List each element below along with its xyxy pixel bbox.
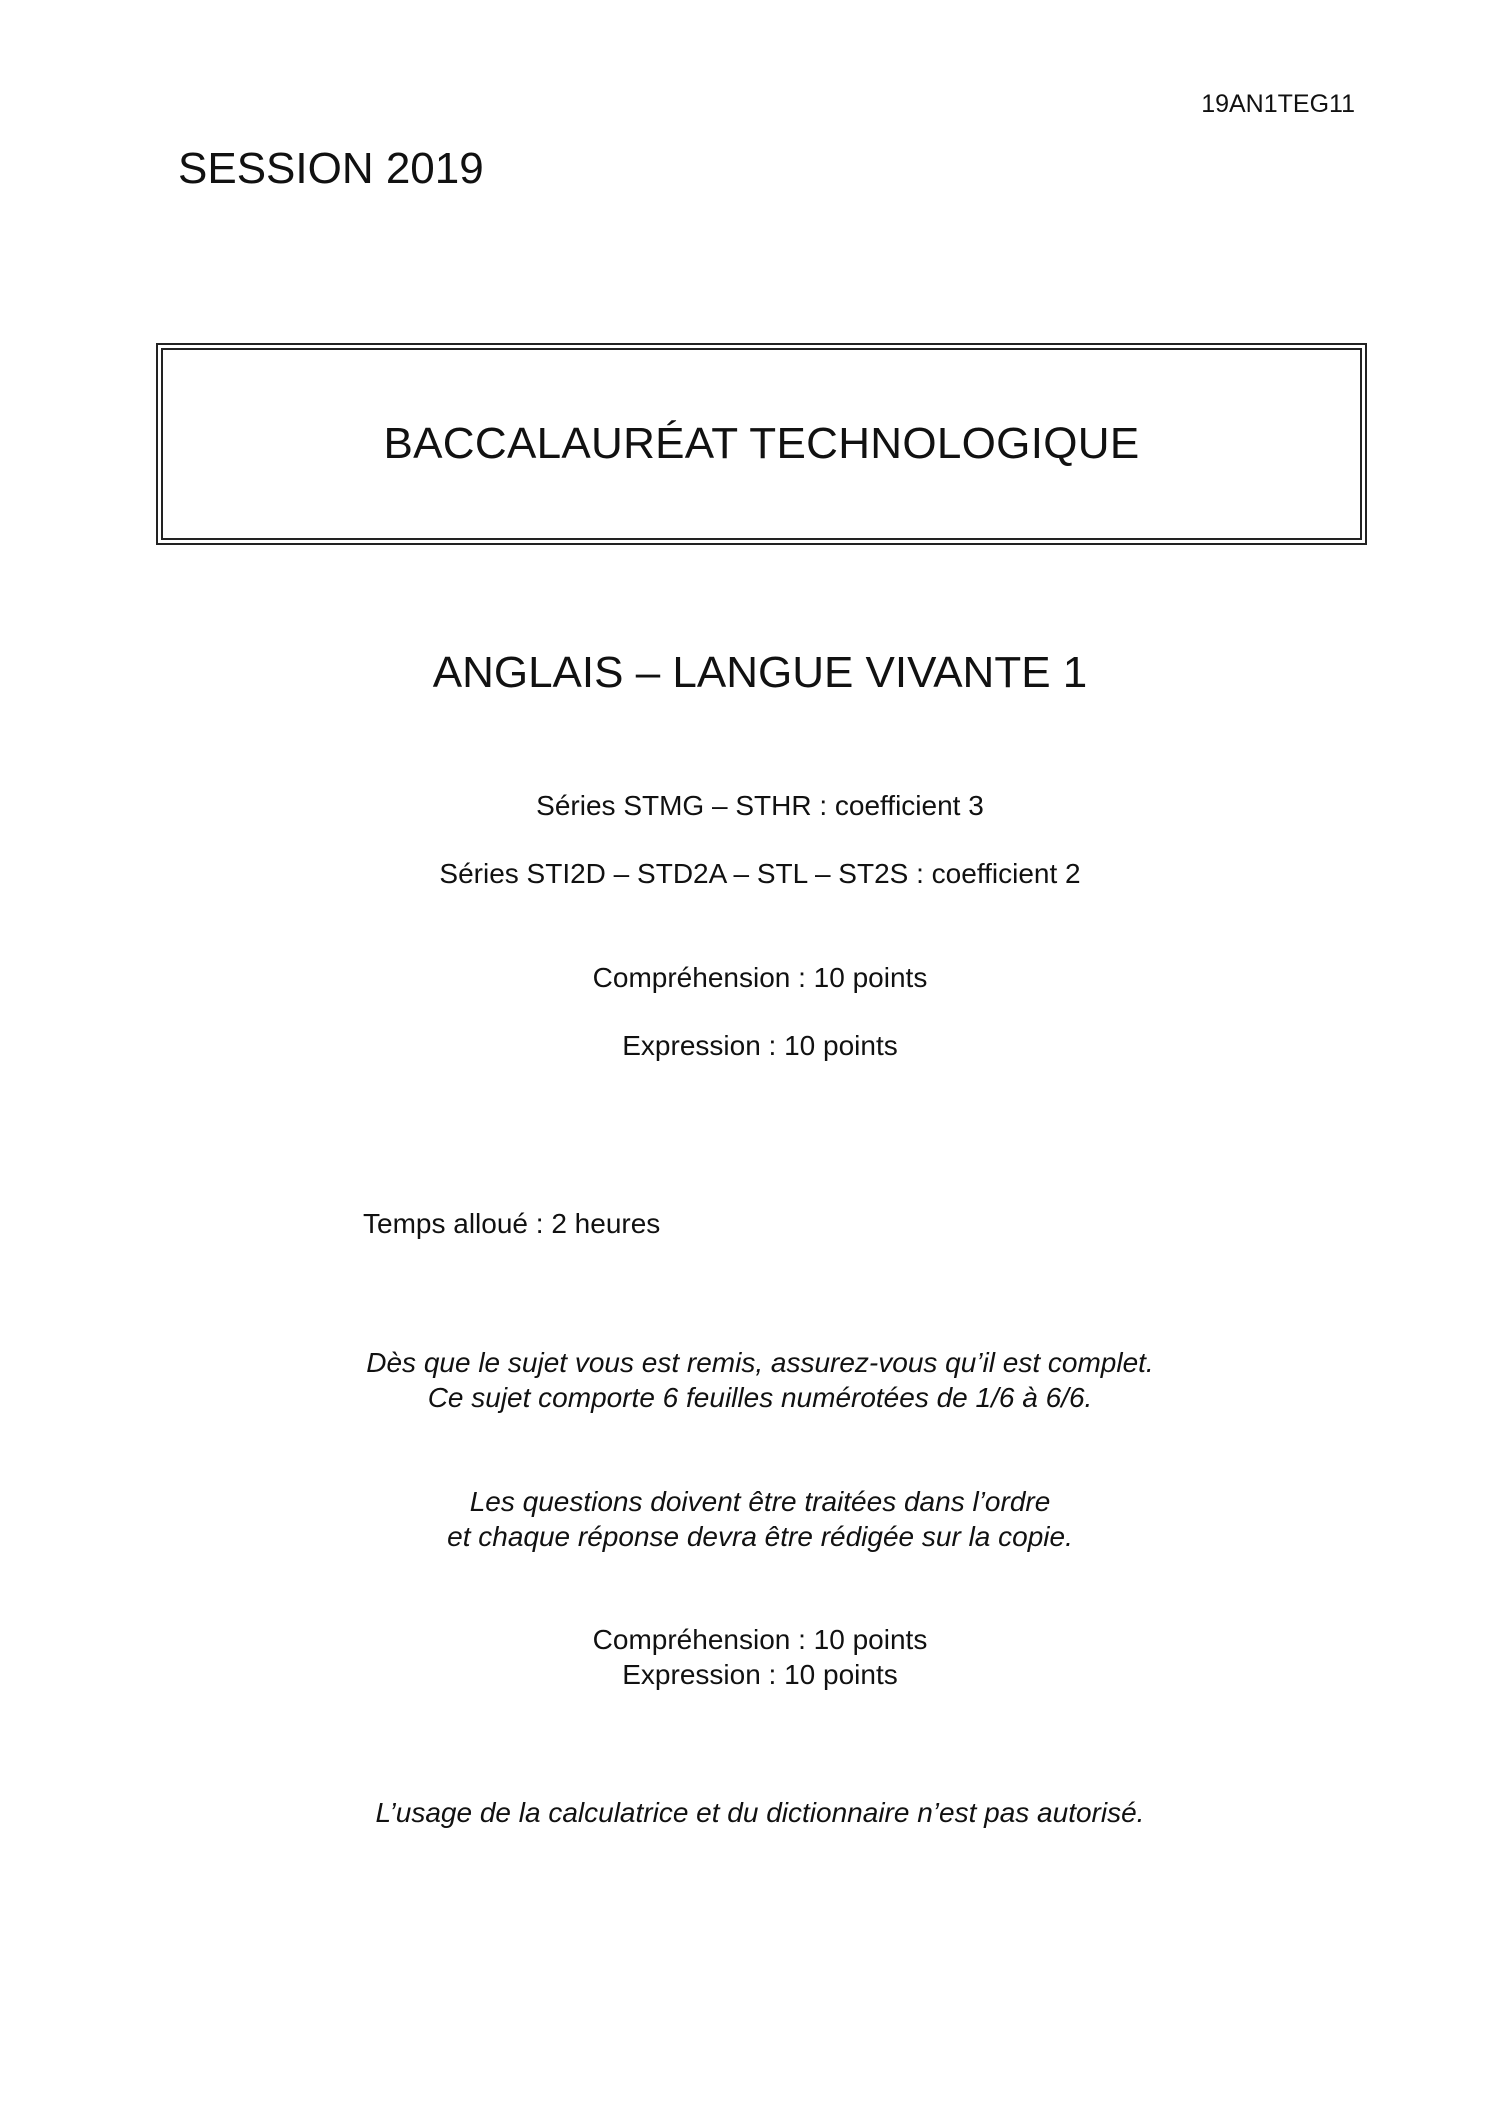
instruction-completeness: [0, 1345, 1500, 1415]
instruction-order: [0, 1484, 1500, 1554]
exam-subject: ANGLAIS – LANGUE VIVANTE 1: [432, 648, 1088, 697]
instruction-line: et chaque réponse devra être rédigée sur la copie.: [447, 1521, 1073, 1552]
instruction-line: Les questions doivent être traitées dans l’ordre: [469, 1486, 1051, 1517]
exam-title: BACCALAURÉAT TECHNOLOGIQUE: [383, 419, 1140, 468]
points-summary-expression: Expression : 10 points: [622, 1659, 898, 1690]
points-summary-comprehension: Compréhension : 10 points: [592, 1624, 928, 1655]
instruction-line: Ce sujet comporte 6 feuilles numérotées de 1/6 à 6/6.: [427, 1382, 1093, 1413]
calculator-notice: L’usage de la calculatrice et du dictionnaire n’est pas autorisé.: [375, 1797, 1145, 1828]
series-coefficient-1: Séries STMG – STHR : coefficient 3: [536, 790, 984, 821]
instruction-line: Dès que le sujet vous est remis, assurez-vous qu’il est complet.: [366, 1347, 1154, 1378]
time-allowed: Temps alloué : 2 heures: [363, 1208, 661, 1239]
document-code: 19AN1TEG11: [1201, 90, 1355, 118]
points-summary: [0, 1622, 1500, 1692]
session-year: SESSION 2019: [178, 144, 484, 193]
series-coefficient-2: Séries STI2D – STD2A – STL – ST2S : coefficient 2: [439, 858, 1081, 889]
exam-title-box: [161, 348, 1362, 540]
points-comprehension: Compréhension : 10 points: [592, 962, 928, 993]
points-expression: Expression : 10 points: [622, 1030, 898, 1061]
